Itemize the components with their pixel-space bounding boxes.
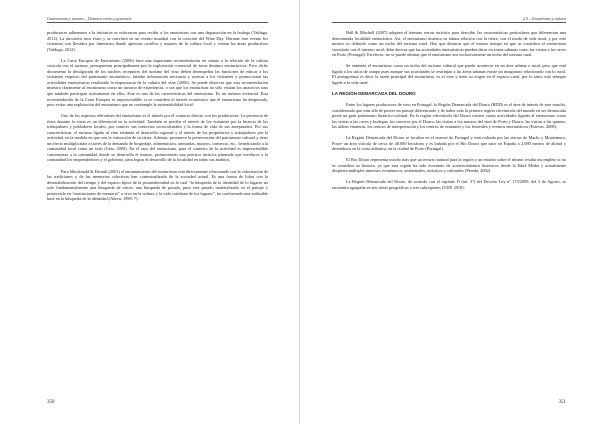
section-heading: LA REGIÓN DEMARCADA DEL DOURO: [332, 90, 416, 96]
running-header: 2.5 – Enoturismo y cultura: [523, 16, 566, 21]
paragraph: La Región Demarcada del Douro, de acuerdo con el capítulo II (art. 3º) del Decreto Ley nº 173/2009, del 3 de Agosto, se encuentra agrupada en tres áreas geográficas o tres subregiones (VDP, 2010):: [332, 179, 566, 191]
page-number: 350: [47, 400, 55, 405]
page-number: 351: [558, 400, 566, 405]
header-rule: [332, 22, 566, 23]
paragraph: La Región Demarcada del Douro se localiza en el noreste de Portugal y está rodeada por las sierras de Marão y Montemuro. Posee un área vitícola de cerca de 40.000 hectáreas y es bañada por el Río Douro que nace en España a 2.080 metros de altitud y desemboca en la costa atlántica, en la ciudad de Porto (Portugal).: [332, 135, 566, 152]
paragraph: La Carta Europea de Enoturismo (2006) hace una importante recomendación en cuanto a la relación de la cultura vinícola con el turismo, presupuestas principalmente por la explotación comercial de áreas destinos enoturísticos. Pero dicho documento la divulgación de los núcleos receptores del turismo del vino deben desempeñar las funciones de educar a los visitantes respecto del patrimonio enoturístico, brindar información necesaria y acercar a los visitantes y promocionar las actividades enoturísticas resaltando la importancia de la cultura del vino (2006). Se puede observar que esta recomendación muestra claramente al enoturismo como un turismo de experiencia, o sea que los enoturistas no sólo visitan los atractivos sino que también participan activamente en ellos. Este es uno de las características del enoturismo. Es un turismo vivencial. Esta recomendación de la Carta Europea es imprescindible si se considera el interés económico que el enoturismo ha despertado, pero evitar una explotación del enoturismo que no contemple la sustentabilidad local.: [47, 57, 268, 108]
paragraph: Uno de los aspectos relevantes del enoturismo es el interés por el contacto directo con los productores. La presencia de éstos durante la visita es un diferencial en la actividad. También se percibe el interés de los visitantes por la historia de los trabajadores y pobladores locales, por conocer sus contextos socioculturales y la forma de vida de sus antepasados. Por sus características, el turismo ligado al vino estimula el desarrollo regional y el interés de los propietarios y trabajadores por la actividad, en la medida en que ven la valoración de su tierra. Además, promueve la preservación del patrimonio cultural y tiene un efecto multiplicador a través de la demanda de hospedaje, alimentación, artesanías, museos, comercio, etc., beneficiando a la comunidad local como un todo (Getz, 2000). En el caso del enoturismo, para el contexto de la actividad es imprescindible concientizar a la comunidad donde se desarrolla el mismo, promoviendo una práctica turística planeada que involucre a la comunidad los emprendedores y el gobierno, para lograr el desarrollo de la localidad en todas sus ámbitos.: [47, 113, 268, 163]
paragraph: El Río Douro representa mucho más que un recurso natural para la región y un estudio sobre el mismo resulta incompleto si no se considera su historia, ya que esta región ha sido escenario de acontecimientos históricos desde la Edad Media y actualmente despierta múltiples intereses económicos, ambientales, turísticos y culturales (Pereda, 2002).: [332, 157, 566, 174]
paragraph: Entre los lugares productores de vino en Portugal, la Región Demarcada del Douro (RDD) es el área de interés de este estudio, considerando que más allá de poseer un paisaje diferenciado y de haber sido la primera región vitivinícola del mundo en ser demarcada posee un gran patrimonio histórico-cultural. En la región vitivinícola del Douro existen varias actividades ligadas al enoturismo como las visitas a las caves y bodegas; los cruceros por el Douro; las visitas a los museos del vino de Porto y Douro; las visitas a las quintas, las aldeas vinateras, los centros de interpretación y los centros de visitantes y los festivales y eventos enoturísticos (Estevas, 2008).: [332, 101, 566, 130]
page-body: [47, 30, 268, 207]
right-page: [300, 0, 600, 424]
paragraph: Se entiende el enoturismo como un nicho del turismo cultural que puede acontecer en un área urbana o rural, pero que está ligado a los sitios de campo pues aunque sus actividades se restrinjan a las áreas urbanas existe un imaginario relacionado con lo rural. El protagonista es decir la razón principal del enoturismo, es el vino y tiene su origen en el espacio rural, por lo tanto está siempre ligado a la vida rural.: [332, 63, 566, 85]
running-header: Gastronomía y turismo – Destinos rurais y gourmets: [47, 16, 132, 21]
paragraph: Para Macdonald & Derault (2001) el encantamiento del enoturismo está directamente relacionado con la valorización de las tradiciones y de las memorias colectivas han contextualizado de la sociedad actual. Es una forma de lidiar con la desestabilización del tiempo y del espacio típica de la posmodernidad en la cual “la búsqueda de la identidad de lo lugares no solo fundamentalmente una búsqueda de raíces, una búsqueda de pasado, pues este pasado materializado en el paisaje y preservado en “instituciones de memoria” o vivo en la cultura y la vida cotidiana de los lugares”, ha conformado una atribuible base en la búsqueda de la identidad (Abreu, 1998: 7).: [47, 168, 269, 202]
paragraph: Hall & Mitchell (2007) adoptan el término terroir turístico para describir las características particulares que diferencian una determinada localidad enoturística. Así, el enoturismo muestra su íntima relación con la tierra, con el modo de vida rural, y por este motivo es definido como un nicho del turismo rural. Hay que destacar que el mismo tiempo en que se considera al enoturismo vinculado con el turismo rural, debe decirse que las actividades enoturísticas pueden darse en zonas urbanas como las visitas a las caves en Porto (Portugal). En efecto, no se puede afirmar que el enoturismo sea exclusivamente un nicho del turismo rural.: [332, 30, 566, 58]
header-rule: [47, 22, 268, 23]
page-body: [332, 30, 566, 196]
paragraph: productores adherentes a la iniciativa se esforzaron para recibir a los enoturistas con una degustación en la bodega (Valduga, 2012). La iniciativa tuvo éxito y se convirtió en un evento mundial con la creación del Wine Day. Durante este evento los visitantes son llevados por itinerarios donde aprecian castillos y museos de la cultura local y visitan las áreas productivas (Valduga, 2012).: [47, 30, 268, 52]
